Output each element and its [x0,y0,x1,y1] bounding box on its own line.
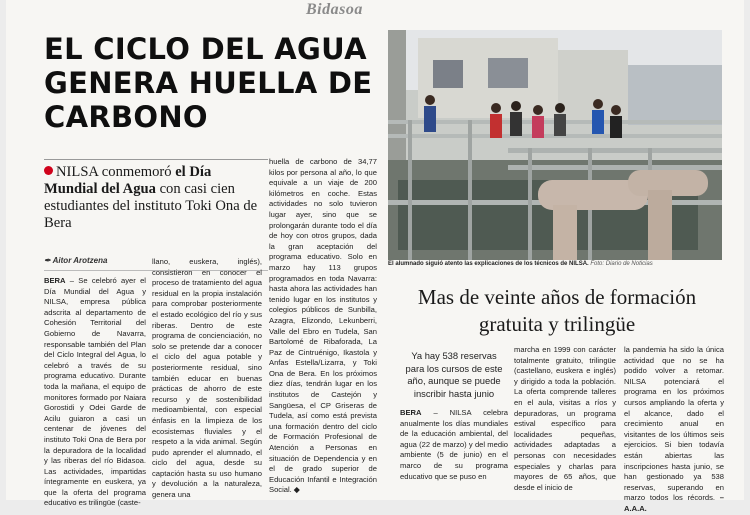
byline-author: Aitor Arotzena [52,256,108,265]
main-headline: EL CICLO DEL AGUA GENERA HUELLA DE CARBONO [44,32,373,134]
article-column-3 [269,157,377,500]
dateline: BERA [400,408,422,417]
column-text: huella de carbono de 34,77 kilos por persona al año, lo que equivale a un viaje de 200 kilómetros en coche. Estas actividades no solo tuvieron lugar ayer, sino que se prolongarán durante todo el día de hoy con otros grupos, dada la gran aceptación del programa educativo. Solo en marzo hay 113 grupos programados en toda Navarra: hasta ahora las actividades han tenido lugar en los institutos y colegios públicos de Sunbilla, Azagra, Elizondo, Lekunberri, Valle del Ebro en Tudela, San Bartolomé de Ribaforada, La Paz de Cintruénigo, Ikastola y Anfas Estella/Lizarra, y Toki Ona de Bera. En los próximos diez días, tendrán lugar en los institutos de Castejón y Sangüesa, el CP Griseras de Tudela, así como está prevista una formación dentro del ciclo de Formación Profesional de Atención a Personas en situación de Dependencia y en el de grado superior de Educación Infantil e Integración Social. [269,157,377,495]
article-column-1 [44,276,146,508]
column-text: – NILSA celebra anualmente los días mundiales de la educación ambiental, del agua (22 de marzo) y del medio ambiente (5 de junio) en el marco de su programa educativo que se puso en [400,408,508,481]
photo-credit: Foto: Diario de Noticias [590,261,653,267]
column-text: la pandemia ha sido la única actividad que no se ha podido volver a retomar. NILSA potenciará el programa en los próximos cursos ampliando la oferta y el alcance, dado el crecimiento anual en visitantes de los últimos seis ejercicios. Si bien todavía están abiertas las inscripciones hasta junio, se han gestionado ya 538 reservas, superando en marzo todos los récords. [624,345,724,503]
column-text: llano, euskera, inglés), consistieron en conocer el proceso de tratamiento del agua residual en la propia instalación para comprobar posteriormente el estado ecológico del río y sus riberas. Dentro de este programa de concienciación, no solo se pretende dar a conocer el ciclo del agua potable y posteriormente residual, sino también educar en buenas prácticas de ahorro de este recurso y de sostenibilidad medioambiental, con especial énfasis en la limpieza de los ecosistemas fluviales y el respeto a la vida animal. Según pudo aprender el alumnado, el ciclo del agua, desde su captación hasta su uso humano y devolución a la naturaleza, genera una [152,257,262,500]
summary-lede: Ya hay 538 reservas para los cursos de este año, aunque se puede inscribir hasta junio [405,350,503,399]
end-mark: ◆ [291,485,300,495]
caption-text: El alumnado siguió atento las explicaciones de los técnicos de NILSA. [388,261,589,267]
subhead-bold: el Día Mundial del Agua [44,164,212,197]
article-column-2 [152,257,262,500]
divider [44,159,268,160]
article2-column-1 [400,408,508,500]
photo-illustration [388,30,722,260]
bullet-dot-icon [44,166,53,175]
section-label: Bidasoa [306,1,363,18]
news-photo [388,30,722,260]
photo-caption [388,261,722,267]
author-initials: – A.A.A. [624,493,724,513]
article2-column-3 [624,345,724,513]
subheadline [44,164,266,232]
column-text: – Se celebró ayer el Día Mundial del Agua y NILSA, empresa pública adscrita al departamento de Cohesión Territorial del Gobierno de Navarra, responsable también del Plan del Ciclo Integral del Agua, lo celebró a través de su programa educativo. Durante toda la mañana, el equipo de monitores formado por Naiara Gorostidi y Odei Garde de Acilu guiaron a casi un centenar de jóvenes del instituto Toki Ona de Bera por la depuradora de la localidad y las riberas del río Bidasoa. Las actividades, impartidas íntegramente en euskera, ya que la oferta del programa educativo es trilingüe (caste- [44,276,146,508]
newspaper-page [6,0,744,513]
subhead-rest: con casi cien estudiantes del instituto Toki Ona de Bera [44,181,258,231]
article2-column-2 [514,345,616,500]
secondary-headline: Mas de veinte años de formación gratuita y trilingüe [417,285,697,336]
column-text: marcha en 1999 con carácter totalmente gratuito, trilingüe (castellano, euskera e inglés) y dirigido a toda la población. La oferta comprende talleres en el aula, visitas a ríos y depuradoras, un programa estival específico para localidades pequeñas, actividades adaptadas a personas con necesidades especiales y charlas para mayores de 65 años, que desde el inicio de [514,345,616,492]
dateline: BERA [44,276,66,285]
byline: ✒ Aitor Arotzena [44,256,108,265]
subhead-lead: NILSA conmemoró [56,164,172,180]
